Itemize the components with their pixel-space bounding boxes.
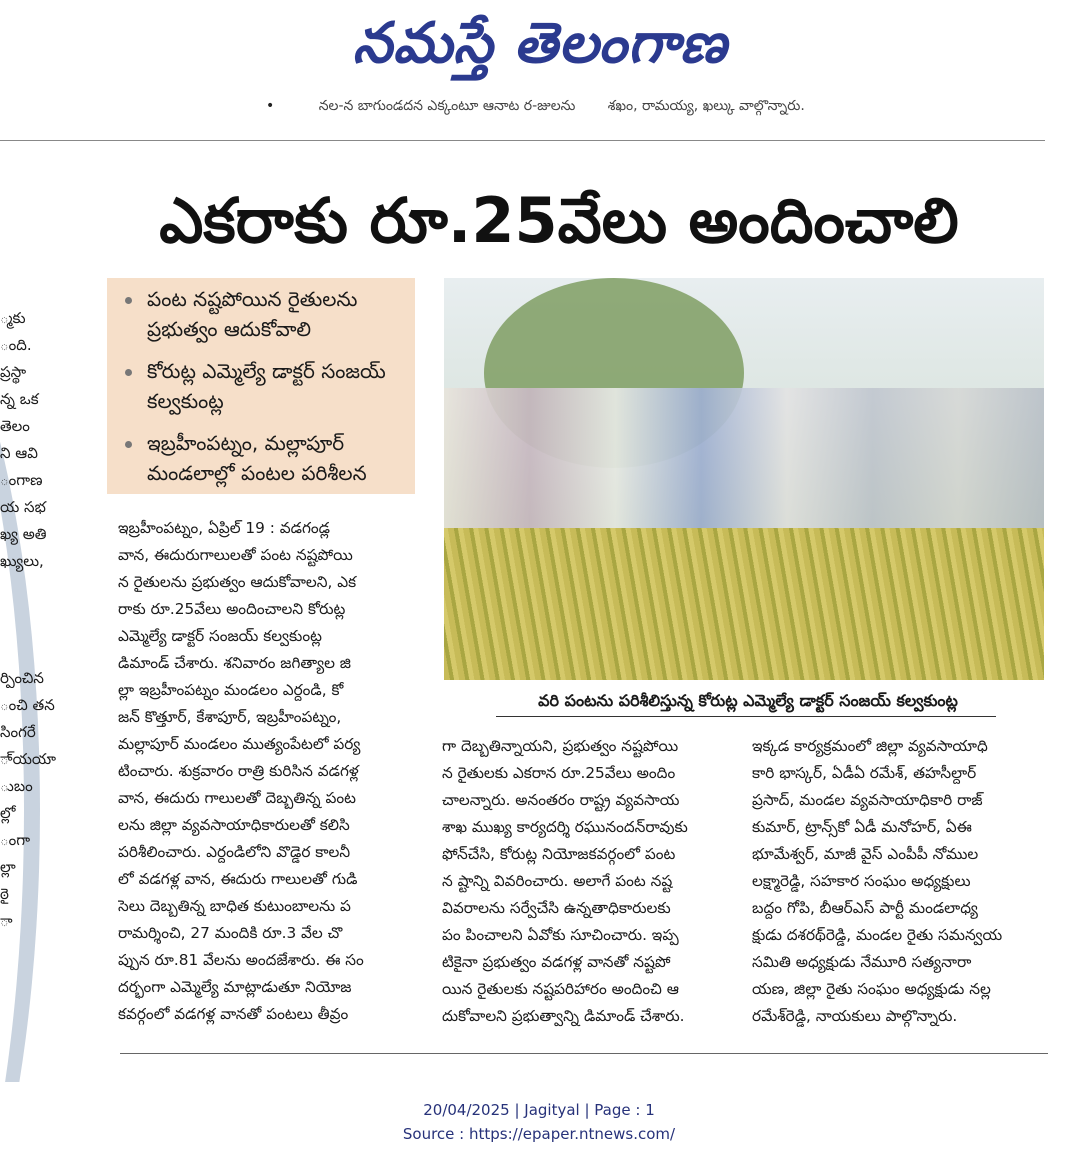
caption-underline	[496, 716, 996, 717]
article-line: కారి భాస్కర్, ఏడీఏ రమేశ్, తహసీల్దార్	[752, 764, 977, 782]
fragment-line: తెలం	[0, 417, 30, 435]
article-line: పరిశీలించారు. ఎర్దండిలోని వొడ్డెర కాలనీ	[118, 843, 351, 861]
fragment-line: సింగరే	[0, 723, 36, 741]
fragment-line: ప్రస్థా	[0, 363, 27, 381]
fragment-line: ని ఆవి	[0, 444, 38, 462]
article-line: ఫోన్‌చేసి, కోరుట్ల నియోజకవర్గంలో పంట	[442, 845, 676, 863]
article-line: ఇక్కడ కార్యక్రమంలో జిల్లా వ్యవసాయాధి	[752, 737, 988, 755]
footer-source-link[interactable]: Source : https://epaper.ntnews.com/	[402, 1125, 676, 1143]
adjacent-article-strip	[0, 150, 60, 1082]
fragment-line: ల్లా	[0, 858, 16, 876]
fragment-line: ్మకు	[0, 309, 26, 327]
article-line: ప్రసాద్, మండల వ్యవసాయాధికారి రాజ్	[752, 791, 983, 809]
article-line: దర్భంగా ఎమ్మెల్యే మాట్లాడుతూ నియోజ	[118, 978, 352, 996]
article-line: లక్ష్మారెడ్డి, సహకార సంఘం అధ్యక్షులు	[752, 872, 971, 890]
article-line: రామర్శించి, 27 మందికి రూ.3 వేల చొ	[118, 924, 343, 942]
photo-caption: వరి పంటను పరిశీలిస్తున్న కోరుట్ల ఎమ్మెల్యే డాక్టర్ సంజయ్ కల్వకుంట్ల	[538, 691, 958, 710]
fragment-line: ల్లో	[0, 804, 16, 822]
fragment-line: ా	[0, 912, 13, 930]
article-line: ల్లా ఇబ్రహీంపట్నం మండలం ఎర్దండి, కో	[118, 681, 344, 699]
article-line: భూమేశ్వర్, మాజీ వైస్ ఎంపీపీ నోముల	[752, 845, 979, 863]
article-line: క్షుడు దశరథ్‌రెడ్డి, మండల రైతు సమన్వయ	[752, 926, 1003, 944]
photo-people	[444, 388, 1044, 548]
article-line: లో వడగళ్ల వాన, ఈదురు గాలులతో గుడి	[118, 870, 358, 888]
fragment-line: ఠై	[0, 885, 9, 903]
article-line: డిమాండ్ చేశారు. శనివారం జగిత్యాల జి	[118, 654, 351, 672]
bullet-dot: •	[266, 98, 275, 114]
article-line: మల్లాపూర్ మండలం ముత్యంపేటలో పర్య	[118, 735, 361, 753]
highlight-item: ఇబ్రహీంపట్నం, మల్లాపూర్ మండలాల్లో పంటల పరిశీలన	[123, 428, 405, 488]
top-divider	[0, 140, 1045, 141]
news-photo	[444, 278, 1044, 680]
teaser-line	[266, 96, 986, 116]
article-line: ప్పున రూ.81 వేలను అందజేశారు. ఈ సం	[118, 951, 364, 969]
article-line: టికైనా ప్రభుత్వం వడగళ్ల వానతో నష్టపో	[442, 953, 671, 971]
article-column-3	[752, 733, 1046, 1030]
article-line: న రైతులను ప్రభుత్వం ఆదుకోవాలని, ఎక	[118, 573, 357, 591]
article-line: సెలు దెబ్బతిన్న బాధిత కుటుంబాలను ప	[118, 897, 351, 915]
fragment-line: ంగా	[0, 831, 31, 849]
article-column-1	[118, 515, 418, 1028]
article-line: ఇబ్రహీంపట్నం, ఏప్రిల్ 19 : వడగండ్ల	[118, 519, 330, 537]
fragment-line: ా్యయా	[0, 750, 56, 768]
fragment-line: ఖ్యులు,	[0, 552, 44, 570]
fragment-line: ఖ్య అతి	[0, 525, 47, 543]
teaser-right: శఖం, రామయ్య, ఖల్కు వాల్గొన్నారు.	[607, 98, 805, 114]
article-line: పం పించాలని ఏవోకు సూచించారు. ఇప్ప	[442, 926, 679, 944]
fragment-line: ర్పించిన	[0, 669, 44, 687]
fragment-line: ంగాణ	[0, 471, 43, 489]
adjacent-article-fragment-top	[0, 305, 56, 575]
photo-paddy-crop	[444, 528, 1044, 680]
highlight-item: పంట నష్టపోయిన రైతులను ప్రభుత్వం ఆదుకోవాలి	[123, 284, 405, 344]
article-line: వాన, ఈదురు గాలులతో దెబ్బతిన్న పంట	[118, 789, 356, 807]
article-line: టించారు. శుక్రవారం రాత్రి కురిసిన వడగళ్ల	[118, 762, 359, 780]
page-footer	[0, 1098, 1078, 1146]
highlight-item: కోరుట్ల ఎమ్మెల్యే డాక్టర్ సంజయ్ కల్వకుంట్ల	[123, 356, 405, 416]
article-line: వివరాలను సర్వేచేసి ఉన్నతాధికారులకు	[442, 899, 671, 917]
fragment-line: ుబం	[0, 777, 33, 795]
article-line: జన్ కొత్తూర్, కేశాపూర్, ఇబ్రహీంపట్నం,	[118, 708, 342, 726]
article-line: కవర్గంలో వడగళ్ల వానతో పంటలు తీవ్రం	[118, 1005, 349, 1023]
fragment-line: ంచి తన	[0, 696, 55, 714]
highlights-box	[107, 278, 415, 494]
article-line: న ష్టాన్ని వివరించారు. అలాగే పంట నష్ట	[442, 872, 673, 890]
article-line: శాఖ ముఖ్య కార్యదర్శి రఘునందన్‌రావుకు	[442, 818, 688, 836]
fragment-line: ంది.	[0, 336, 32, 354]
article-line: గా దెబ్బతిన్నాయని, ప్రభుత్వం నష్టపోయి	[442, 737, 679, 755]
article-column-2	[442, 733, 736, 1030]
article-line: న రైతులకు ఎకరాన రూ.25వేలు అందిం	[442, 764, 676, 782]
article-line: రాకు రూ.25వేలు అందించాలని కోరుట్ల	[118, 600, 346, 618]
article-line: దుకోవాలని ప్రభుత్వాన్ని డిమాండ్ చేశారు.	[442, 1007, 685, 1025]
article-line: యిన రైతులకు నష్టపరిహారం అందించి ఆ	[442, 980, 679, 998]
article-headline: ఎకరాకు రూ.25వేలు అందించాలి	[159, 184, 959, 257]
adjacent-article-fragment-bottom	[0, 665, 56, 935]
fragment-line: న్న ఒక	[0, 390, 39, 408]
masthead-logo: నమస్తే తెలంగాణ	[352, 11, 728, 76]
article-line: యణ, జిల్లా రైతు సంఘం అధ్యక్షుడు నల్ల	[752, 980, 991, 998]
article-line: బద్దం గోపి, బీఆర్‌ఎస్ పార్టీ మండలాధ్య	[752, 899, 978, 917]
teaser-left: నల-న బాగుండదన ఎక్కంటూ ఆనాట ర-జులను	[318, 98, 576, 114]
footer-date-edition: 20/04/2025 | Jagityal | Page : 1	[423, 1101, 655, 1119]
bottom-divider	[120, 1053, 1048, 1054]
article-line: చాలన్నారు. అనంతరం రాష్ట్ర వ్యవసాయ	[442, 791, 680, 809]
article-line: కుమార్, ట్రాన్స్‌కో ఏడీ మనోహర్, ఏఈ	[752, 818, 972, 836]
article-line: లను జిల్లా వ్యవసాయాధికారులతో కలిసి	[118, 816, 350, 834]
article-line: వాన, ఈదురుగాలులతో పంట నష్టపోయి	[118, 546, 353, 564]
article-line: రమేశ్‌రెడ్డి, నాయకులు పాల్గొన్నారు.	[752, 1007, 958, 1025]
article-line: సమితి అధ్యక్షుడు నేమూరి సత్యనారా	[752, 953, 972, 971]
article-line: ఎమ్మెల్యే డాక్టర్ సంజయ్ కల్వకుంట్ల	[118, 627, 322, 645]
fragment-line: య సభ	[0, 498, 46, 516]
